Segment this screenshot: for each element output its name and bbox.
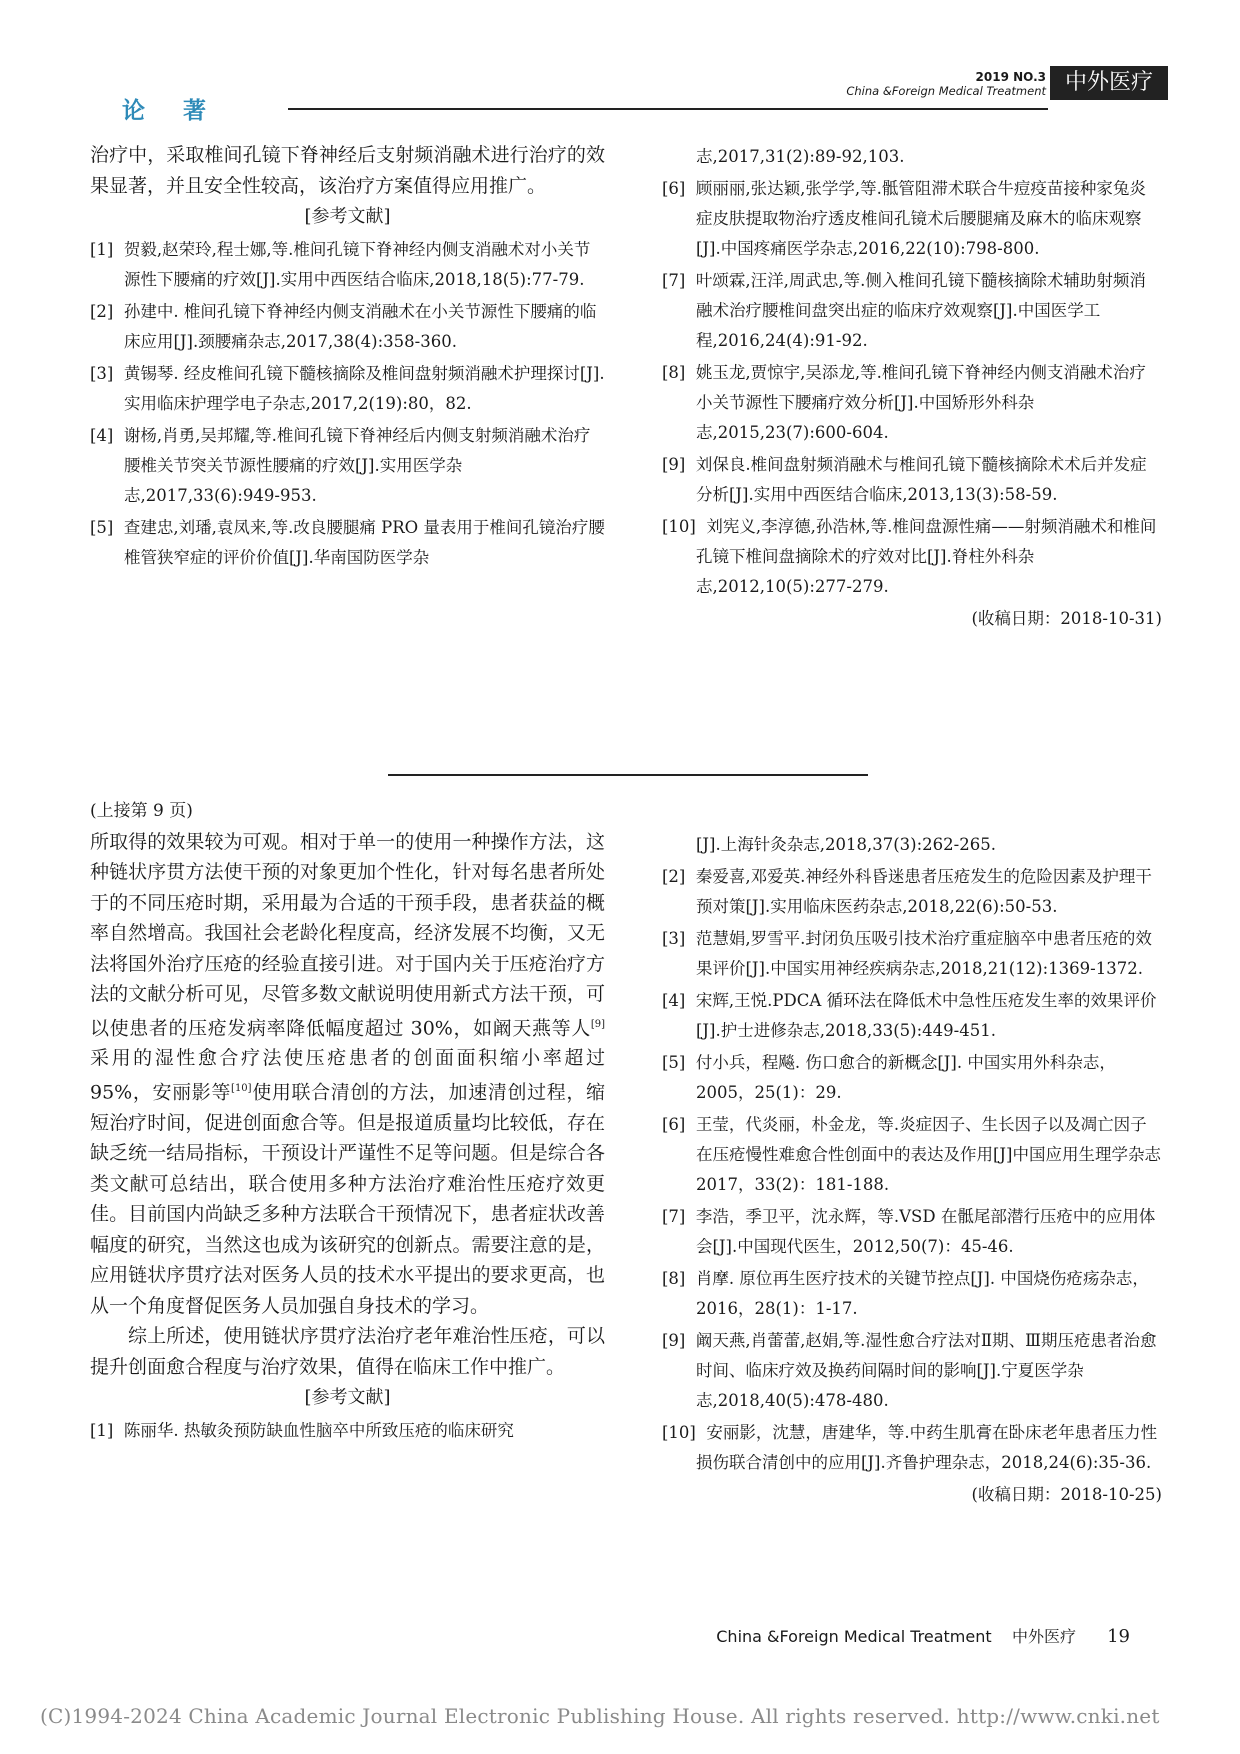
reference-continuation: 志,2017,31(2):89-92,103. (696, 147, 905, 166)
continued-note: (上接第 9 页) (90, 801, 193, 821)
top-references-title: [参考文献] (304, 206, 391, 227)
reference-item: [3] 黄锡琴. 经皮椎间孔镜下髓核摘除及椎间盘射频消融术护理探讨[J].实用临床护理学电子杂志,2017,2(19):80，82. (90, 364, 605, 413)
reference-item: [8] 肖摩. 原位再生医疗技术的关键节控点[J]. 中国烧伤疮疡杂志，2016，28(1)：1-17. (662, 1269, 1149, 1318)
reference-item: [2] 秦爱喜,邓爱英.神经外科昏迷患者压疮发生的危险因素及护理干预对策[J].实用临床医药杂志,2018,22(6):50-53. (662, 867, 1152, 916)
reference-item: [2] 孙建中. 椎间孔镜下脊神经内侧支消融术在小关节源性下腰痛的临床应用[J].颈腰痛杂志,2017,38(4):358-360. (90, 302, 597, 351)
article-divider (388, 774, 868, 776)
bottom-left-column (90, 796, 605, 1448)
reference-item: [7] 叶颂霖,汪洋,周武忠,等.侧入椎间孔镜下髓核摘除术辅助射频消融术治疗腰椎间盘突出症的临床疗效观察[J].中国医学工程,2016,24(4):91-92. (662, 271, 1146, 350)
received-date: (收稿日期：2018-10-25) (971, 1485, 1162, 1504)
body-paragraph-2: 综上所述，使用链状序贯疗法治疗老年难治性压疮，可以提升创面愈合程度与治疗效果，值得在临床工作中推广。 (90, 1325, 605, 1378)
reference-item: [4] 宋辉,王悦.PDCA 循环法在降低术中急性压疮发生率的效果评价[J].护士进修杂志,2018,33(5):449-451. (662, 991, 1157, 1040)
reference-item: [9] 阚天燕,肖蕾蕾,赵娟,等.湿性愈合疗法对Ⅱ期、Ⅲ期压疮患者治愈时间、临床疗效及换药间隔时间的影响[J].宁夏医学杂志,2018,40(5):478-480. (662, 1331, 1157, 1410)
footer-journal-cn: 中外医疗 (1011, 1627, 1076, 1646)
reference-item: [3] 范慧娟,罗雪平.封闭负压吸引技术治疗重症脑卒中患者压疮的效果评价[J].中国实用神经疾病杂志,2018,21(12):1369-1372. (662, 929, 1152, 978)
reference-item: [9] 刘保良.椎间盘射频消融术与椎间孔镜下髓核摘除术术后并发症分析[J].实用中西医结合临床,2013,13(3):58-59. (662, 455, 1147, 504)
reference-item: [1] 陈丽华. 热敏灸预防缺血性脑卒中所致压疮的临床研究 (90, 1421, 514, 1441)
reference-item: [8] 姚玉龙,贾惊宇,吴添龙,等.椎间孔镜下脊神经内侧支消融术治疗小关节源性下腰痛疗效分析[J].中国矫形外科杂志,2015,23(7):600-604. (662, 363, 1146, 442)
top-right-column (662, 142, 1162, 634)
received-date: (收稿日期：2018-10-31) (971, 609, 1162, 628)
top-references-left (90, 235, 605, 573)
header-meta (846, 70, 1046, 98)
reference-item: [6] 顾丽丽,张达颖,张学学,等.骶管阻滞术联合牛痘疫苗接种家兔炎症皮肤提取物治疗透皮椎间孔镜术后腰腿痛及麻木的临床观察[J].中国疼痛医学杂志,2016,22(10):798-800. (662, 179, 1146, 258)
reference-item: [1] 贺毅,赵荣玲,程士娜,等.椎间孔镜下脊神经内侧支消融术对小关节源性下腰痛的疗效[J].实用中西医结合临床,2018,18(5):77-79. (90, 240, 591, 289)
journal-name-en: China &Foreign Medical Treatment (846, 84, 1046, 98)
reference-continuation: [J].上海针灸杂志,2018,37(3):262-265. (696, 835, 996, 854)
top-paragraph: 治疗中，采取椎间孔镜下脊神经后支射频消融术进行治疗的效果显著，并且安全性较高，该治疗方案值得应用推广。 (90, 144, 605, 197)
reference-item: [5] 查建忠,刘璠,袁凤来,等.改良腰腿痛 PRO 量表用于椎间孔镜治疗腰椎管狭窄症的评价价值[J].华南国防医学杂 (90, 518, 605, 567)
reference-item: [5] 付小兵，程飚. 伤口愈合的新概念[J]. 中国实用外科杂志，2005，25(1)：29. (662, 1053, 1116, 1102)
reference-item: [10] 刘宪义,李淳德,孙浩林,等.椎间盘源性痛——射频消融术和椎间孔镜下椎间盘摘除术的疗效对比[J].脊柱外科杂志,2012,10(5):277-279. (662, 517, 1157, 596)
journal-name-cn-box: 中外医疗 (1050, 66, 1168, 100)
top-left-column (90, 140, 605, 575)
copyright-watermark: (C)1994-2024 China Academic Journal Electronic Publishing House. All rights reserved. http://www.cnki.net (40, 1704, 1160, 1728)
reference-item: [10] 安丽影，沈慧，唐建华，等.中药生肌膏在卧床老年患者压力性损伤联合清创中的应用[J].齐鲁护理杂志，2018,24(6):35-36. (662, 1423, 1158, 1472)
year-issue: 2019 NO.3 (975, 70, 1046, 84)
header-rule (288, 108, 1048, 110)
page-footer (716, 1624, 1130, 1647)
page-number: 19 (1107, 1626, 1130, 1647)
reference-item: [4] 谢杨,肖勇,吴邦耀,等.椎间孔镜下脊神经后内侧支射频消融术治疗腰椎关节突关节源性腰痛的疗效[J].实用医学杂志,2017,33(6):949-953. (90, 426, 591, 505)
footer-journal-en: China &Foreign Medical Treatment (716, 1627, 992, 1646)
citation-9: [9] (590, 1018, 605, 1030)
citation-10: [10] (231, 1082, 252, 1094)
bottom-right-column (662, 830, 1162, 1510)
reference-item: [6] 王莹，代炎丽，朴金龙，等.炎症因子、生长因子以及凋亡因子在压疮慢性难愈合性创面中的表达及作用[J]中国应用生理学杂志 2017，33(2)：181-188. (662, 1115, 1161, 1194)
section-title: 论著 (122, 98, 244, 124)
reference-item: [7] 李浩，季卫平，沈永辉，等.VSD 在骶尾部潜行压疮中的应用体会[J].中国现代医生，2012,50(7)：45-46. (662, 1207, 1156, 1256)
bottom-references-title: [参考文献] (304, 1387, 391, 1409)
body-paragraph-1: 所取得的效果较为可观。相对于单一的使用一种操作方法，这种链状序贯方法使干预的对象更加个性化，针对每名患者所处于的不同压疮时期，采用最为合适的干预手段，患者获益的概率自然增高。我国社会老龄化程度高，经济发展不均衡，又无法将国外治疗压疮的经验直接引进。对于国内关于压疮治疗方法的文献分析可见，尽管多数文献说明使用新式方法干预，可以使患者的压疮发病率降低幅度超过 30%，如阚天燕等人[9]采用的湿性愈合疗法使压疮患者的创面面积缩小率超过 95%，安丽影等[10]使用联合清创的方法，加速清创过程，缩短治疗时间，促进创面愈合等。但是报道质量均比较低，存在缺乏统一结局指标，干预设计严谨性不足等问题。但是综合各类文献可总结出，联合使用多种方法治疗难治性压疮疗效更佳。目前国内尚缺乏多种方法联合干预情况下，患者症状改善幅度的研究，当然这也成为该研究的创新点。需要注意的是，应用链状序贯疗法对医务人员的技术水平提出的要求更高，也从一个角度督促医务人员加强自身技术的学习。 (90, 830, 605, 1317)
